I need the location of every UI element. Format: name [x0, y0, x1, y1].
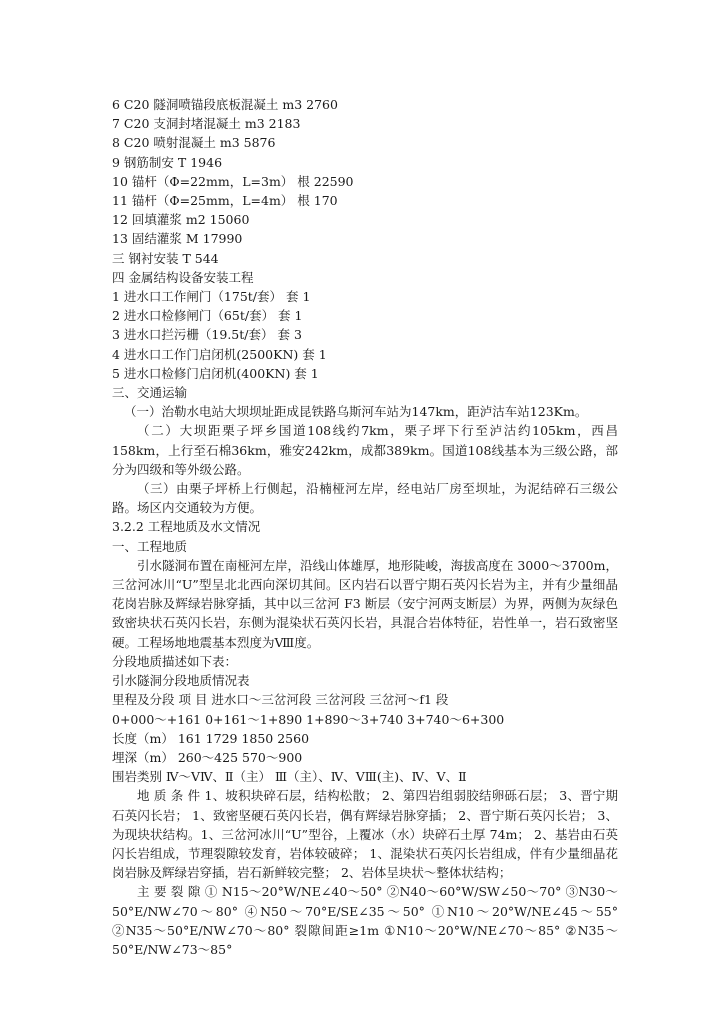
section-heading: 三、交通运输 [112, 385, 188, 401]
geology-paragraph: 引水隧洞布置在南桠河左岸，沿线山体雄厚，地形陡峻，海拔高度在 3000～3700m，三岔河冰川“U”型呈北北西向深切其间。区内岩石以晋宁期石英闪长岩为主，并有少量细晶花岗岩脉及辉绿岩脉穿插，其中以三岔河 F3 断层（安宁河两支断层）为界，两侧为灰绿色致密块状石英闪长岩，东侧为混染状石英闪长岩，具混合岩体特征，岩性单一，岩石致密坚硬。工程场地地震基本烈度为Ⅷ度。 [112, 557, 618, 650]
text-line: 9 钢筋制安 T 1946 [112, 154, 223, 170]
text-line: 1 进水口工作闸门（175t/套） 套 1 [112, 289, 311, 305]
text-line: 8 C20 喷射混凝土 m3 5876 [112, 135, 276, 151]
fissure-paragraph: 主 要 裂 隙 ① N15～20°W/NE∠40～50° ②N40～60°W/SW∠50～70° ③N30～50°E/NW∠70～80° ④N50～70°E/SE∠35～50° ①N10～20°W/NE∠45～55° ②N35～50°E/NW∠70～80° 裂隙间距≥1m ①N10～20°W/NE∠70～85° ②N35～50°E/NW∠73～85° [112, 884, 618, 957]
section-title: 3.2.2 工程地质及水文情况 [112, 519, 261, 535]
table-line: 里程及分段 项 目 进水口～三岔河段 三岔河段 三岔河～f1 段 [112, 692, 449, 708]
table-line: 长度（m） 161 1729 1850 2560 [112, 730, 310, 746]
text-line: 5 进水口检修门启闭机(400KN) 套 1 [112, 365, 319, 381]
table-line: 引水隧洞分段地质情况表 [112, 673, 250, 689]
text-line: 11 锚杆（Φ=25mm，L=4m） 根 170 [112, 193, 338, 209]
text-line: 三 钢衬安装 T 544 [112, 250, 219, 266]
text-line: 6 C20 隧洞喷锚段底板混凝土 m3 2760 [112, 97, 338, 112]
geology-heading: 一、工程地质 [112, 538, 188, 554]
transport-paragraph-3: （三）由栗子坪桥上行侧起，沿楠桠河左岸，经电站厂房至坝址，为泥结碎石三级公路。场区内交通较为方便。 [112, 481, 618, 516]
transport-paragraph-2: （二）大坝距栗子坪乡国道108线约7km，栗子坪下行至泸沽约105km，西昌158km，上行至石棉36km，雅安242km，成都389km。国道108线基本为三级公路，部分为四级和等外级公路。 [112, 423, 618, 477]
transport-paragraph-1: （一）治勒水电站大坝坝址距成昆铁路乌斯河车站为147km，距泸沽车站123Km。 [124, 404, 588, 420]
text-line: 2 进水口检修闸门（65t/套） 套 1 [112, 308, 303, 324]
document-body [112, 95, 618, 959]
text-line: 7 C20 支洞封堵混凝土 m3 2183 [112, 116, 301, 132]
text-line: 10 锚杆（Φ=22mm，L=3m） 根 22590 [112, 173, 354, 189]
text-line: 四 金属结构设备安装工程 [112, 269, 254, 285]
table-line: 围岩类别 Ⅳ～ⅤⅣ、Ⅱ（主） Ⅲ（主）、Ⅳ、ⅤⅢ(主)、Ⅳ、Ⅴ、Ⅱ [112, 769, 467, 785]
geology-condition-paragraph: 地 质 条 件 1、坡积块碎石层，结构松散； 2、第四岩组弱胶结卵砾石层； 3、晋宁期石英闪长岩； 1、致密坚硬石英闪长岩，偶有辉绿岩脉穿插； 2、晋宁斯石英闪长岩； 3、为现块状结构。1、三岔河冰川“U”型谷，上覆冰（水）块碎石土厚 74m； 2、基岩由石英闪长岩组成，节理裂隙较发育，岩体较破碎； 1、混染状石英闪长岩组成，伴有少量细晶花岗岩脉及辉绿岩穿插，岩石新鲜较完整； 2、岩体呈块状～整体状结构； [112, 788, 618, 881]
table-line: 0+000～+161 0+161～1+890 1+890～3+740 3+740～6+300 [112, 711, 505, 727]
text-line: 4 进水口工作门启闭机(2500KN) 套 1 [112, 346, 327, 362]
text-line: 3 进水口拦污栅（19.5t/套） 套 3 [112, 327, 302, 343]
table-line: 分段地质描述如下表： [112, 653, 238, 669]
text-line: 13 固结灌浆 M 17990 [112, 231, 243, 247]
text-line: 12 回填灌浆 m2 15060 [112, 212, 250, 228]
table-line: 埋深（m） 260～425 570～900 [112, 749, 303, 765]
